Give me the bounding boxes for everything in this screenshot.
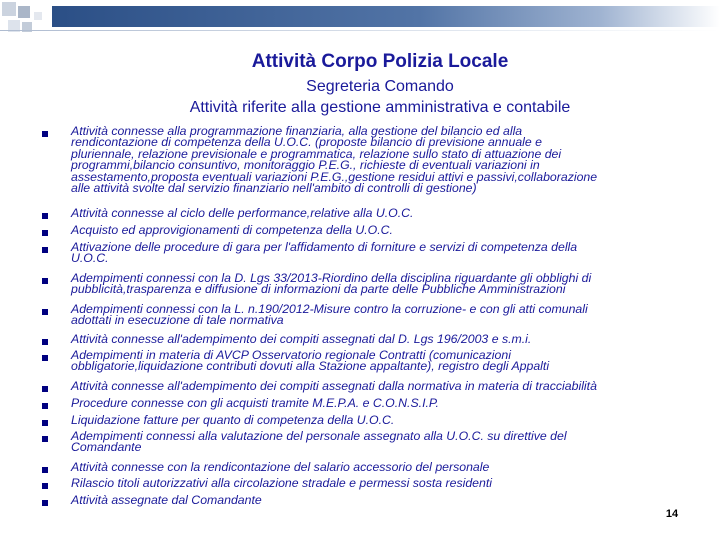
square-bullet-icon bbox=[42, 339, 48, 345]
list-item-text: Rilascio titoli autorizzativi alla circolazione stradale e permessi sosta residenti bbox=[71, 476, 493, 490]
page-number: 14 bbox=[665, 508, 679, 520]
square-bullet-icon bbox=[42, 436, 48, 442]
square-bullet-icon bbox=[42, 230, 48, 236]
decorative-square bbox=[18, 6, 30, 18]
square-bullet-icon bbox=[42, 309, 48, 315]
square-bullet-icon bbox=[42, 403, 48, 409]
list-item-text: Adempimenti connessi alla valutazione del personale assegnato alla U.O.C. su direttive del Comandante bbox=[71, 429, 567, 455]
slide-heading: Attività riferite alla gestione amministrativa e contabile bbox=[189, 99, 571, 116]
list-item-text: Attività connesse al ciclo delle performance,relative alla U.O.C. bbox=[71, 206, 414, 220]
list-item-text: Adempimenti connessi con la D. Lgs 33/2013-Riordino della disciplina riguardante gli obblighi di pubblicità,trasparenza e diffusione di informazioni da parte delle Pubbliche Amministrazioni bbox=[71, 271, 592, 297]
header-divider bbox=[0, 30, 720, 31]
decorative-square bbox=[34, 12, 42, 20]
square-bullet-icon bbox=[42, 483, 48, 489]
list-item-text: Attività connesse all'adempimento dei compiti assegnati dalla normativa in materia di tracciabilità bbox=[71, 379, 597, 393]
list-item-text: Adempimenti in materia di AVCP Osservatorio regionale Contratti (comunicazioni obbligatorie,liquidazione contributi dovuti alla Stazione appaltante), registro degli Appalti bbox=[71, 348, 550, 374]
square-bullet-icon bbox=[42, 467, 48, 473]
square-bullet-icon bbox=[42, 131, 48, 137]
slide-subtitle: Segreteria Comando bbox=[306, 78, 454, 95]
list-item-text: Liquidazione fatture per quanto di competenza della U.O.C. bbox=[71, 413, 395, 427]
list-item-text: Attività assegnate dal Comandante bbox=[71, 493, 262, 507]
list-item-text: Acquisto ed approvigionamenti di competenza della U.O.C. bbox=[71, 223, 393, 237]
square-bullet-icon bbox=[42, 500, 48, 506]
list-item-text: Attività connesse con la rendicontazione del salario accessorio del personale bbox=[71, 460, 490, 474]
square-bullet-icon bbox=[42, 386, 48, 392]
square-bullet-icon bbox=[42, 278, 48, 284]
square-bullet-icon bbox=[42, 355, 48, 361]
square-bullet-icon bbox=[42, 247, 48, 253]
list-item-text: Procedure connesse con gli acquisti tramite M.E.P.A. e C.O.N.S.I.P. bbox=[71, 396, 439, 410]
slide-title: Attività Corpo Polizia Locale bbox=[251, 51, 509, 72]
header-bar bbox=[52, 6, 720, 27]
list-item-text: Attività connesse alla programmazione finanziaria, alla gestione del bilancio ed alla rendicontazione di competenza della U.O.C. (proposte bilancio di previsione annuale e pluriennale, relazione previsionale e programmatica, relazione sullo stato di attuazione dei programmi,bilancio consuntivo, monitoraggio P.E.G., richieste di eventuali variazioni in assestamento,proposta eventuali variazioni P.E.G.,gestione residui attivi e passivi,collaborazione alle attività svolte dal servizio finanziario nell'ambito di controlli di gestione) bbox=[71, 124, 598, 196]
decorative-square bbox=[2, 2, 16, 16]
list-item-text: Attivazione delle procedure di gara per l'affidamento di forniture e servizi di competenza della U.O.C. bbox=[71, 240, 578, 266]
square-bullet-icon bbox=[42, 420, 48, 426]
list-item-text: Attività connesse all'adempimento dei compiti assegnati dal D. Lgs 196/2003 e s.m.i. bbox=[71, 332, 532, 346]
list-item-text: Adempimenti connessi con la L. n.190/2012-Misure contro la corruzione- e con gli atti comunali adottati in esecuzione di tale normativa bbox=[71, 302, 588, 328]
square-bullet-icon bbox=[42, 213, 48, 219]
